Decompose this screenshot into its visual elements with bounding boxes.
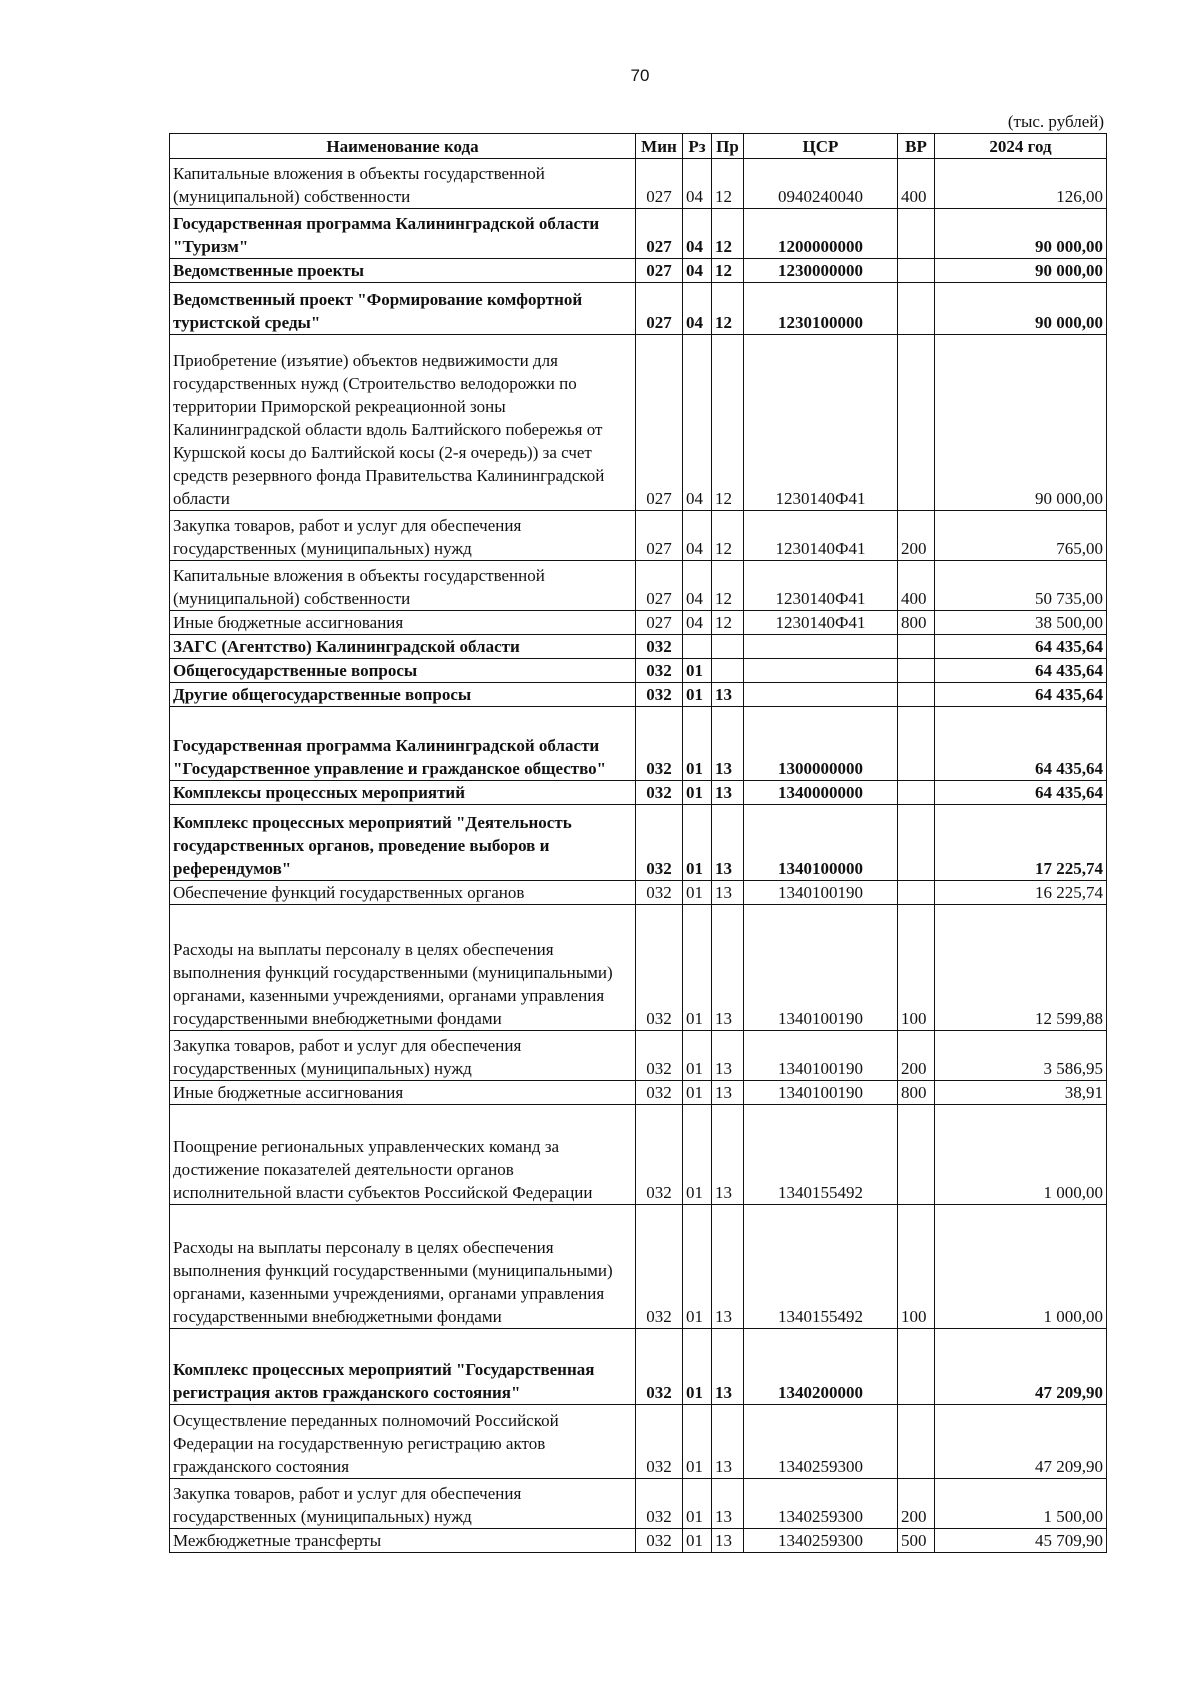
cell-pr: 12 (712, 209, 744, 259)
cell-vr (898, 805, 935, 881)
cell-csr: 1340100190 (744, 881, 898, 905)
table-row (170, 1105, 1107, 1205)
cell-amount: 90 000,00 (935, 209, 1107, 259)
cell-amount: 1 000,00 (935, 1105, 1107, 1205)
cell-csr: 1230100000 (744, 283, 898, 335)
cell-rz: 01 (683, 781, 712, 805)
cell-rz: 04 (683, 511, 712, 561)
header-min: Мин (636, 134, 683, 159)
table-row (170, 561, 1107, 611)
cell-name: Приобретение (изъятие) объектов недвижимости для государственных нужд (Строительство велодорожки по территории Приморской рекреационной зоны Калининградской области вдоль Балтийского побережья от Куршской косы до Балтийской косы (2-я очередь)) за счет средств резервного фонда Правительства Калининградской области (170, 335, 636, 511)
cell-vr (898, 1105, 935, 1205)
page-number: 70 (630, 66, 650, 85)
cell-pr: 13 (712, 805, 744, 881)
cell-pr: 13 (712, 683, 744, 707)
cell-amount: 47 209,90 (935, 1405, 1107, 1479)
table-row (170, 511, 1107, 561)
cell-amount: 64 435,64 (935, 683, 1107, 707)
cell-rz: 04 (683, 159, 712, 209)
cell-csr: 1230140Ф41 (744, 561, 898, 611)
header-pr: Пр (712, 134, 744, 159)
table-row (170, 1329, 1107, 1405)
cell-vr: 800 (898, 1081, 935, 1105)
cell-csr: 1340155492 (744, 1205, 898, 1329)
cell-name: Государственная программа Калининградской области "Государственное управление и гражданское общество" (170, 707, 636, 781)
cell-min: 027 (636, 209, 683, 259)
cell-pr: 13 (712, 1081, 744, 1105)
units-label: (тыс. рублей) (1007, 112, 1104, 131)
cell-name: Расходы на выплаты персоналу в целях обеспечения выполнения функций государственными (муниципальными) органами, казенными учреждениями, органами управления государственными внебюджетными фондами (170, 905, 636, 1031)
table-row (170, 881, 1107, 905)
cell-rz: 04 (683, 561, 712, 611)
cell-csr: 1340100190 (744, 1081, 898, 1105)
cell-rz: 01 (683, 1081, 712, 1105)
cell-min: 032 (636, 1329, 683, 1405)
cell-pr: 13 (712, 881, 744, 905)
cell-rz: 04 (683, 259, 712, 283)
cell-min: 027 (636, 561, 683, 611)
cell-name: Обеспечение функций государственных органов (170, 881, 636, 905)
cell-csr: 1300000000 (744, 707, 898, 781)
cell-csr: 1340200000 (744, 1329, 898, 1405)
cell-vr (898, 635, 935, 659)
cell-amount: 17 225,74 (935, 805, 1107, 881)
cell-vr: 200 (898, 1479, 935, 1529)
cell-pr: 12 (712, 561, 744, 611)
cell-rz: 01 (683, 1205, 712, 1329)
cell-pr: 13 (712, 1405, 744, 1479)
table-row (170, 611, 1107, 635)
cell-rz: 01 (683, 1031, 712, 1081)
cell-vr (898, 707, 935, 781)
cell-rz: 01 (683, 659, 712, 683)
cell-name: Комплексы процессных мероприятий (170, 781, 636, 805)
table-row (170, 209, 1107, 259)
cell-min: 032 (636, 707, 683, 781)
cell-amount: 38,91 (935, 1081, 1107, 1105)
header-name: Наименование кода (170, 134, 636, 159)
cell-rz: 01 (683, 1105, 712, 1205)
cell-amount: 1 500,00 (935, 1479, 1107, 1529)
cell-name: Осуществление переданных полномочий Российской Федерации на государственную регистрацию актов гражданского состояния (170, 1405, 636, 1479)
cell-min: 027 (636, 511, 683, 561)
cell-vr: 800 (898, 611, 935, 635)
cell-pr: 13 (712, 1529, 744, 1553)
cell-pr: 13 (712, 905, 744, 1031)
cell-name: Иные бюджетные ассигнования (170, 611, 636, 635)
cell-pr (712, 659, 744, 683)
table-row (170, 283, 1107, 335)
cell-vr (898, 781, 935, 805)
cell-csr: 1340100190 (744, 1031, 898, 1081)
cell-pr: 13 (712, 1479, 744, 1529)
table-row (170, 1081, 1107, 1105)
cell-name: Капитальные вложения в объекты государственной (муниципальной) собственности (170, 159, 636, 209)
cell-vr (898, 283, 935, 335)
cell-vr (898, 881, 935, 905)
cell-name: Комплекс процессных мероприятий "Деятельность государственных органов, проведение выборов и референдумов" (170, 805, 636, 881)
cell-csr: 1340155492 (744, 1105, 898, 1205)
cell-amount: 50 735,00 (935, 561, 1107, 611)
cell-name: ЗАГС (Агентство) Калининградской области (170, 635, 636, 659)
cell-amount: 126,00 (935, 159, 1107, 209)
cell-csr (744, 683, 898, 707)
cell-amount: 64 435,64 (935, 781, 1107, 805)
cell-pr: 12 (712, 511, 744, 561)
table-row (170, 805, 1107, 881)
cell-amount: 64 435,64 (935, 635, 1107, 659)
cell-vr (898, 259, 935, 283)
cell-vr: 200 (898, 1031, 935, 1081)
cell-csr (744, 635, 898, 659)
cell-csr: 1340259300 (744, 1405, 898, 1479)
table-row (170, 159, 1107, 209)
table-row (170, 659, 1107, 683)
table-row (170, 683, 1107, 707)
cell-min: 027 (636, 611, 683, 635)
cell-pr: 12 (712, 611, 744, 635)
cell-amount: 765,00 (935, 511, 1107, 561)
header-year: 2024 год (935, 134, 1107, 159)
cell-csr: 1230140Ф41 (744, 335, 898, 511)
cell-min: 032 (636, 781, 683, 805)
cell-min: 032 (636, 635, 683, 659)
cell-name: Комплекс процессных мероприятий "Государственная регистрация актов гражданского состояния" (170, 1329, 636, 1405)
cell-name: Иные бюджетные ассигнования (170, 1081, 636, 1105)
cell-rz: 01 (683, 1529, 712, 1553)
cell-min: 032 (636, 881, 683, 905)
cell-name: Закупка товаров, работ и услуг для обеспечения государственных (муниципальных) нужд (170, 1479, 636, 1529)
cell-pr: 13 (712, 1329, 744, 1405)
table-row (170, 707, 1107, 781)
cell-vr (898, 335, 935, 511)
table-header-row (170, 134, 1107, 159)
cell-pr (712, 635, 744, 659)
cell-rz (683, 635, 712, 659)
cell-name: Общегосударственные вопросы (170, 659, 636, 683)
cell-amount: 3 586,95 (935, 1031, 1107, 1081)
cell-min: 027 (636, 335, 683, 511)
cell-vr (898, 1329, 935, 1405)
cell-vr (898, 209, 935, 259)
cell-rz: 04 (683, 283, 712, 335)
cell-vr (898, 1405, 935, 1479)
cell-min: 032 (636, 1105, 683, 1205)
table-row (170, 1479, 1107, 1529)
cell-amount: 1 000,00 (935, 1205, 1107, 1329)
cell-amount: 64 435,64 (935, 659, 1107, 683)
cell-csr: 1340259300 (744, 1479, 898, 1529)
cell-csr: 0940240040 (744, 159, 898, 209)
cell-rz: 04 (683, 611, 712, 635)
cell-min: 027 (636, 259, 683, 283)
cell-min: 032 (636, 659, 683, 683)
cell-min: 032 (636, 683, 683, 707)
cell-min: 032 (636, 805, 683, 881)
cell-min: 032 (636, 1405, 683, 1479)
cell-vr: 400 (898, 561, 935, 611)
cell-pr: 13 (712, 1105, 744, 1205)
cell-name: Расходы на выплаты персоналу в целях обеспечения выполнения функций государственными (муниципальными) органами, казенными учреждениями, органами управления государственными внебюджетными фондами (170, 1205, 636, 1329)
cell-vr: 100 (898, 905, 935, 1031)
table-row (170, 1529, 1107, 1553)
cell-amount: 12 599,88 (935, 905, 1107, 1031)
cell-rz: 01 (683, 805, 712, 881)
cell-name: Закупка товаров, работ и услуг для обеспечения государственных (муниципальных) нужд (170, 1031, 636, 1081)
cell-rz: 01 (683, 905, 712, 1031)
header-rz: Рз (683, 134, 712, 159)
cell-vr: 400 (898, 159, 935, 209)
cell-rz: 01 (683, 1405, 712, 1479)
cell-amount: 90 000,00 (935, 259, 1107, 283)
table-body (170, 159, 1107, 1553)
cell-name: Другие общегосударственные вопросы (170, 683, 636, 707)
cell-csr: 1230140Ф41 (744, 611, 898, 635)
cell-name: Ведомственный проект "Формирование комфортной туристской среды" (170, 283, 636, 335)
cell-csr: 1340000000 (744, 781, 898, 805)
cell-csr: 1340100000 (744, 805, 898, 881)
cell-amount: 64 435,64 (935, 707, 1107, 781)
cell-min: 032 (636, 905, 683, 1031)
cell-name: Поощрение региональных управленческих команд за достижение показателей деятельности органов исполнительной власти субъектов Российской Федерации (170, 1105, 636, 1205)
cell-pr: 12 (712, 335, 744, 511)
table-row (170, 1205, 1107, 1329)
table-row (170, 635, 1107, 659)
table-row (170, 335, 1107, 511)
cell-csr: 1340100190 (744, 905, 898, 1031)
cell-csr: 1340259300 (744, 1529, 898, 1553)
cell-amount: 90 000,00 (935, 335, 1107, 511)
cell-rz: 01 (683, 683, 712, 707)
header-vr: ВР (898, 134, 935, 159)
cell-vr (898, 683, 935, 707)
cell-pr: 12 (712, 259, 744, 283)
cell-min: 032 (636, 1205, 683, 1329)
cell-min: 032 (636, 1081, 683, 1105)
cell-min: 032 (636, 1529, 683, 1553)
cell-min: 027 (636, 159, 683, 209)
header-csr: ЦСР (744, 134, 898, 159)
cell-name: Межбюджетные трансферты (170, 1529, 636, 1553)
cell-amount: 45 709,90 (935, 1529, 1107, 1553)
cell-amount: 38 500,00 (935, 611, 1107, 635)
cell-pr: 13 (712, 1031, 744, 1081)
cell-min: 032 (636, 1479, 683, 1529)
cell-pr: 13 (712, 781, 744, 805)
cell-vr: 500 (898, 1529, 935, 1553)
table-row (170, 1405, 1107, 1479)
cell-pr: 12 (712, 159, 744, 209)
cell-amount: 16 225,74 (935, 881, 1107, 905)
cell-rz: 01 (683, 1329, 712, 1405)
budget-table (169, 133, 1107, 1553)
cell-vr: 200 (898, 511, 935, 561)
table-row (170, 905, 1107, 1031)
cell-min: 032 (636, 1031, 683, 1081)
cell-pr: 12 (712, 283, 744, 335)
cell-vr (898, 659, 935, 683)
cell-csr: 1230000000 (744, 259, 898, 283)
cell-rz: 04 (683, 209, 712, 259)
cell-csr: 1230140Ф41 (744, 511, 898, 561)
cell-csr: 1200000000 (744, 209, 898, 259)
cell-min: 027 (636, 283, 683, 335)
cell-pr: 13 (712, 707, 744, 781)
cell-amount: 90 000,00 (935, 283, 1107, 335)
cell-rz: 01 (683, 707, 712, 781)
table-row (170, 781, 1107, 805)
cell-name: Ведомственные проекты (170, 259, 636, 283)
cell-amount: 47 209,90 (935, 1329, 1107, 1405)
table-row (170, 1031, 1107, 1081)
cell-name: Государственная программа Калининградской области "Туризм" (170, 209, 636, 259)
cell-rz: 04 (683, 335, 712, 511)
cell-rz: 01 (683, 881, 712, 905)
cell-rz: 01 (683, 1479, 712, 1529)
cell-csr (744, 659, 898, 683)
cell-name: Закупка товаров, работ и услуг для обеспечения государственных (муниципальных) нужд (170, 511, 636, 561)
cell-pr: 13 (712, 1205, 744, 1329)
cell-vr: 100 (898, 1205, 935, 1329)
table-row (170, 259, 1107, 283)
cell-name: Капитальные вложения в объекты государственной (муниципальной) собственности (170, 561, 636, 611)
